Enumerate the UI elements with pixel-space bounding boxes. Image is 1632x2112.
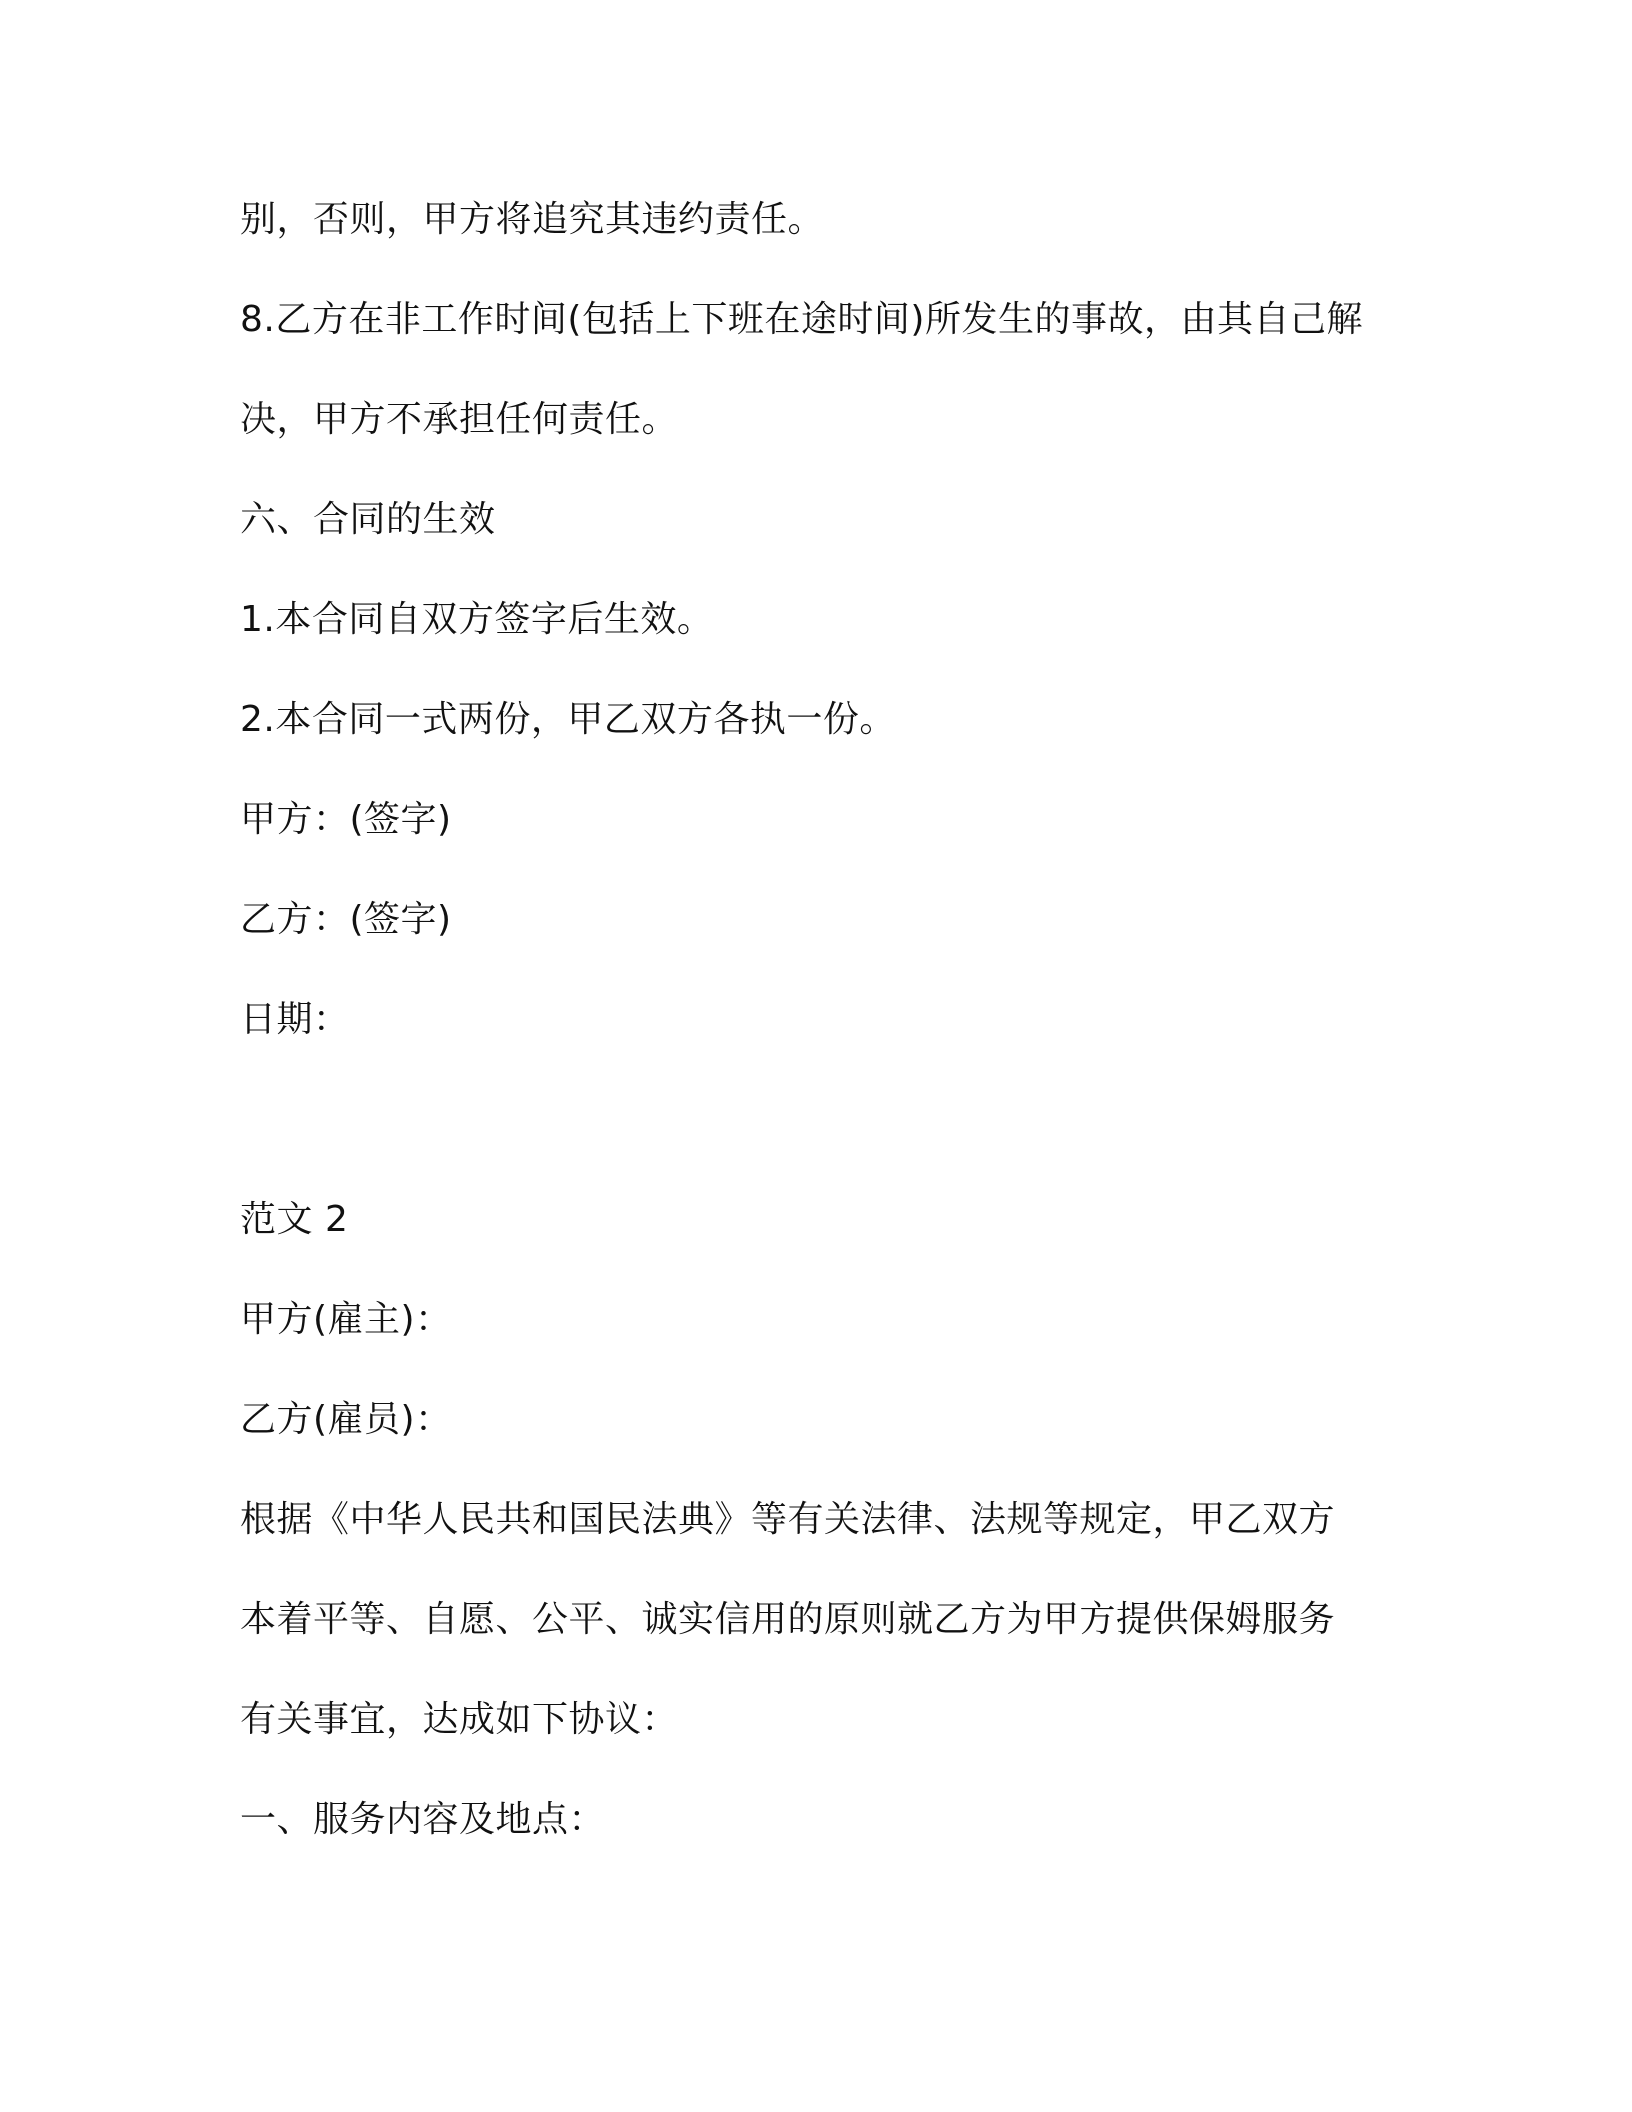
text-line-clause-8-continued: 决，甲方不承担任何责任。 [240, 399, 679, 440]
text-line-preamble-3: 有关事宜，达成如下协议： [240, 1699, 679, 1740]
sample-title: 范文 2 [240, 1199, 349, 1240]
text-line-preamble-1: 根据《中华人民共和国民法典》等有关法律、法规等规定，甲乙双方 [240, 1499, 1336, 1540]
text-line-clause-8: 8.乙方在非工作时间(包括上下班在途时间)所发生的事故，由其自己解 [240, 299, 1363, 340]
text-line-preamble-2: 本着平等、自愿、公平、诚实信用的原则就乙方为甲方提供保姆服务 [240, 1599, 1336, 1640]
text-line-effect-clause-1: 1.本合同自双方签字后生效。 [240, 599, 714, 640]
section-heading-contract-effect: 六、合同的生效 [240, 499, 496, 540]
signature-party-b: 乙方：(签字) [240, 899, 452, 940]
signature-party-a: 甲方：(签字) [240, 799, 452, 840]
section-heading-service-content: 一、服务内容及地点： [240, 1799, 606, 1840]
date-field: 日期： [240, 999, 350, 1040]
party-a-employer: 甲方(雇主)： [240, 1299, 452, 1340]
party-b-employee: 乙方(雇员)： [240, 1399, 452, 1440]
text-line-breach-liability: 别，否则，甲方将追究其违约责任。 [240, 199, 825, 240]
text-line-effect-clause-2: 2.本合同一式两份，甲乙双方各执一份。 [240, 699, 896, 740]
